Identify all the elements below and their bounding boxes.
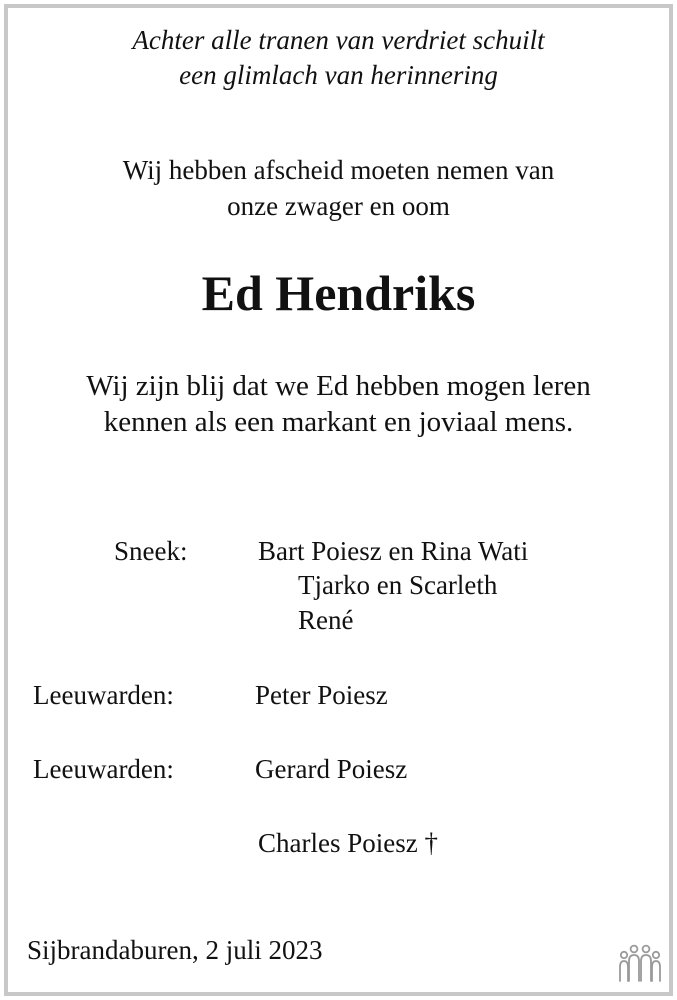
mourner-name-sneek-2: Tjarko en Scarleth xyxy=(298,570,498,600)
mourner-name-charles: Charles Poiesz † xyxy=(258,828,438,858)
motto xyxy=(0,23,677,93)
mourner-name-peter: Peter Poiesz xyxy=(255,680,388,710)
intro-line-1: Wij hebben afscheid moeten nemen van xyxy=(122,155,555,185)
tribute-line-2: kennen als een markant en joviaal mens. xyxy=(103,406,574,438)
mourner-place-leeuwarden-1: Leeuwarden: xyxy=(33,680,174,710)
deceased-name: Ed Hendriks xyxy=(201,265,476,321)
intro-text xyxy=(0,152,677,224)
motto-line-1: Achter alle tranen van verdriet schuilt xyxy=(132,25,545,55)
tribute-text xyxy=(0,368,677,440)
intro-line-2: onze zwager en oom xyxy=(227,191,450,221)
mourner-name-gerard: Gerard Poiesz xyxy=(255,754,408,784)
motto-line-2: een glimlach van herinnering xyxy=(179,60,498,90)
mourner-place-leeuwarden-2: Leeuwarden: xyxy=(33,754,174,784)
tribute-line-1: Wij zijn blij dat we Ed hebben mogen leren xyxy=(86,370,591,402)
place-date: Sijbrandaburen, 2 juli 2023 xyxy=(27,935,323,965)
mourner-place-sneek: Sneek: xyxy=(114,536,188,566)
family-people-logo-icon xyxy=(617,941,663,985)
mourner-name-sneek-3: René xyxy=(298,605,354,635)
mourner-name-sneek-1: Bart Poiesz en Rina Wati xyxy=(258,536,529,566)
